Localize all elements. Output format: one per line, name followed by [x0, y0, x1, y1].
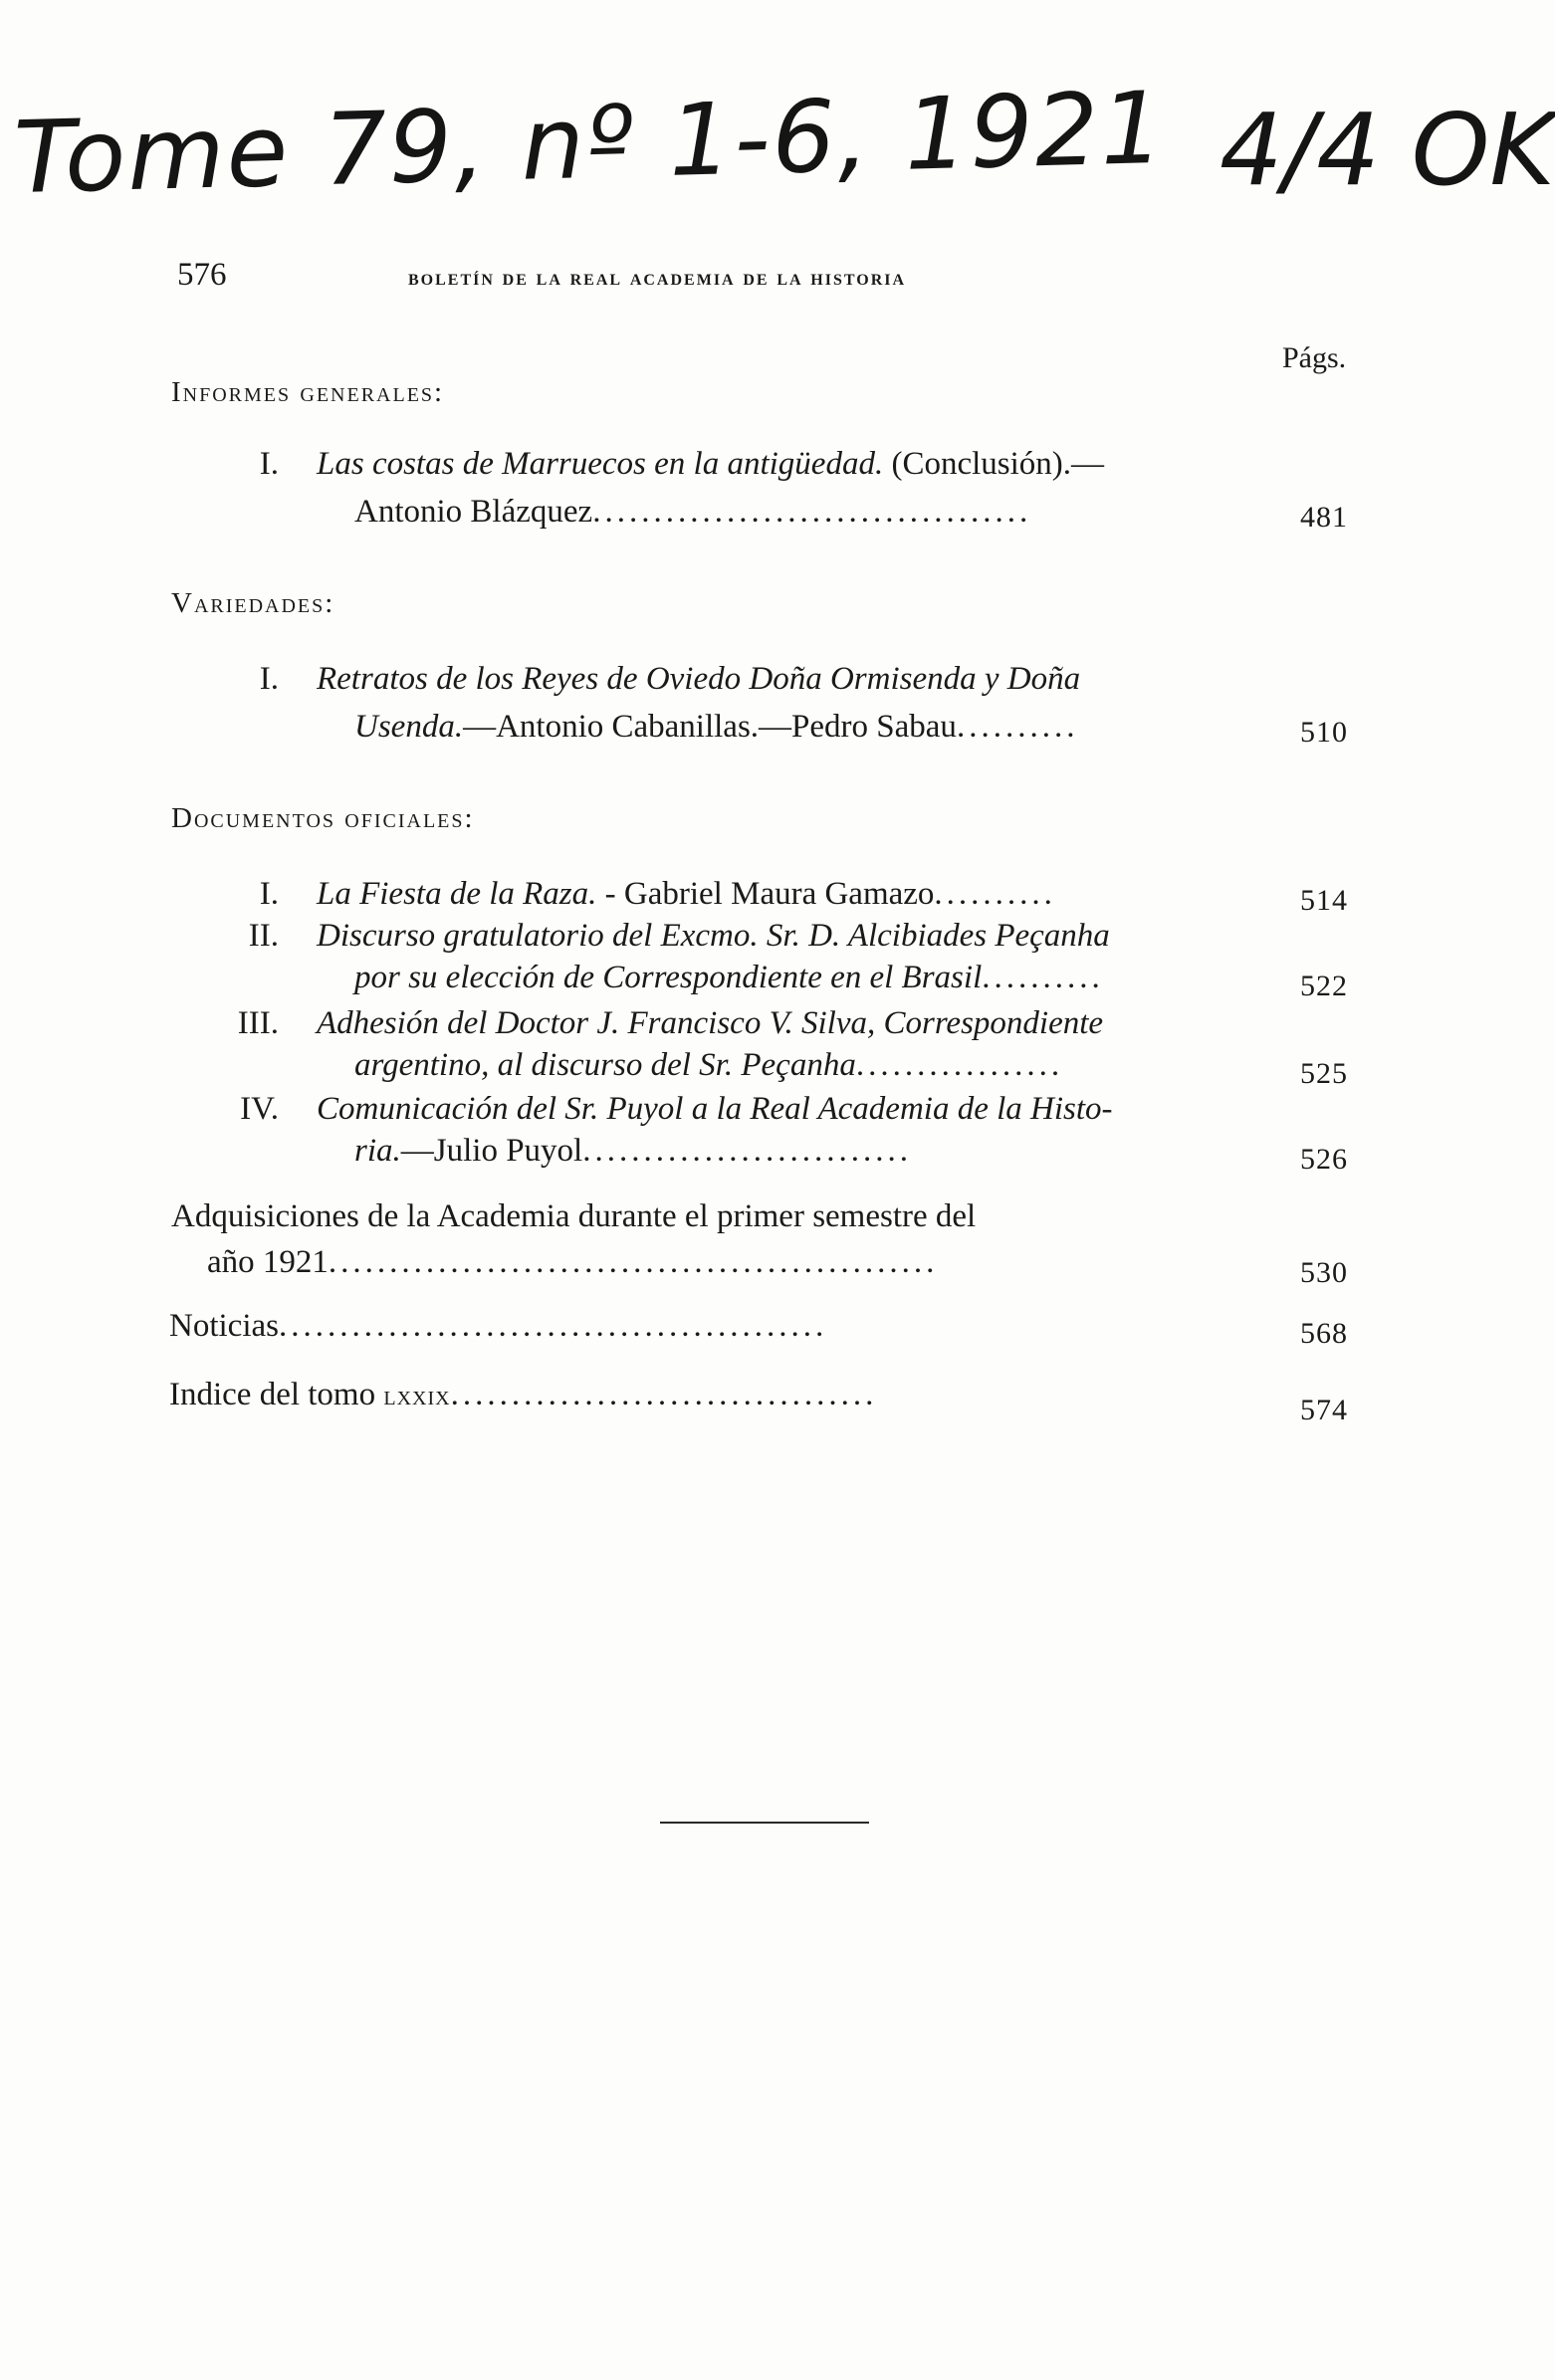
toc-entry-title: Retratos de los Reyes de Oviedo Doña Ormisenda y Doña [317, 661, 1081, 697]
toc-entry-title: Discurso gratulatorio del Excmo. Sr. D. Alcibiades Peçanha [317, 918, 1110, 954]
running-header: boletín de la real academia de la historia [408, 265, 907, 290]
toc-page-number: 525 [1300, 1057, 1348, 1090]
entry-numeral: II. [248, 918, 279, 954]
toc-entry-author: Usenda.—Antonio Cabanillas.—Pedro Sabau.......... [354, 709, 1079, 745]
handwritten-annotation-right: 4/4 OK [1220, 92, 1555, 208]
section-heading-variedades: Variedades: [171, 587, 335, 619]
toc-entry-title: Comunicación del Sr. Puyol a la Real Academia de la Histo- [317, 1091, 1113, 1127]
entry-numeral: I. [259, 876, 279, 912]
toc-page-number: 526 [1300, 1143, 1348, 1176]
handwritten-annotation-left: Tome 79, nº 1-6, 1921 [12, 69, 1168, 217]
entry-numeral: I. [259, 661, 279, 697]
entry-numeral: III. [237, 1005, 279, 1041]
toc-entry-title: Las costas de Marruecos en la antigüedad. (Conclusión).— [317, 446, 1105, 482]
toc-entry-title-cont: argentino, al discurso del Sr. Peçanha................. [354, 1047, 1064, 1083]
page-number: 576 [177, 257, 227, 293]
toc-entry-adquisiciones: Adquisiciones de la Academia durante el primer semestre del [171, 1198, 977, 1234]
entry-numeral: IV. [240, 1091, 279, 1127]
toc-page-number: 568 [1300, 1317, 1348, 1350]
toc-entry-title: Adhesión del Doctor J. Francisco V. Silva, Correspondiente [317, 1005, 1104, 1041]
closing-rule [660, 1822, 869, 1824]
pags-label: Págs. [1282, 341, 1347, 374]
toc-page-number: 574 [1300, 1394, 1348, 1426]
toc-page-number: 522 [1300, 970, 1348, 1002]
toc-entry-author: Antonio Blázquez.................................... [354, 494, 1032, 530]
toc-page-number: 510 [1300, 716, 1348, 749]
toc-page-number: 481 [1300, 501, 1348, 534]
toc-page-number: 514 [1300, 884, 1348, 917]
toc-entry-title: La Fiesta de la Raza. - Gabriel Maura Gamazo.......... [317, 876, 1056, 912]
toc-entry-adquisiciones-cont: año 1921.................................................. [207, 1244, 939, 1280]
toc-page-number: 530 [1300, 1256, 1348, 1289]
entry-numeral: I. [259, 446, 279, 482]
toc-entry-title-cont: por su elección de Correspondiente en el Brasil.......... [354, 960, 1104, 995]
toc-entry-indice: Indice del tomo lxxix................................... [169, 1377, 878, 1412]
section-heading-documentos: Documentos oficiales: [171, 802, 475, 834]
toc-entry-noticias: Noticias............................................. [169, 1308, 828, 1344]
section-heading-informes: Informes generales: [171, 376, 445, 408]
toc-entry-author: ria.—Julio Puyol........................... [354, 1133, 912, 1169]
